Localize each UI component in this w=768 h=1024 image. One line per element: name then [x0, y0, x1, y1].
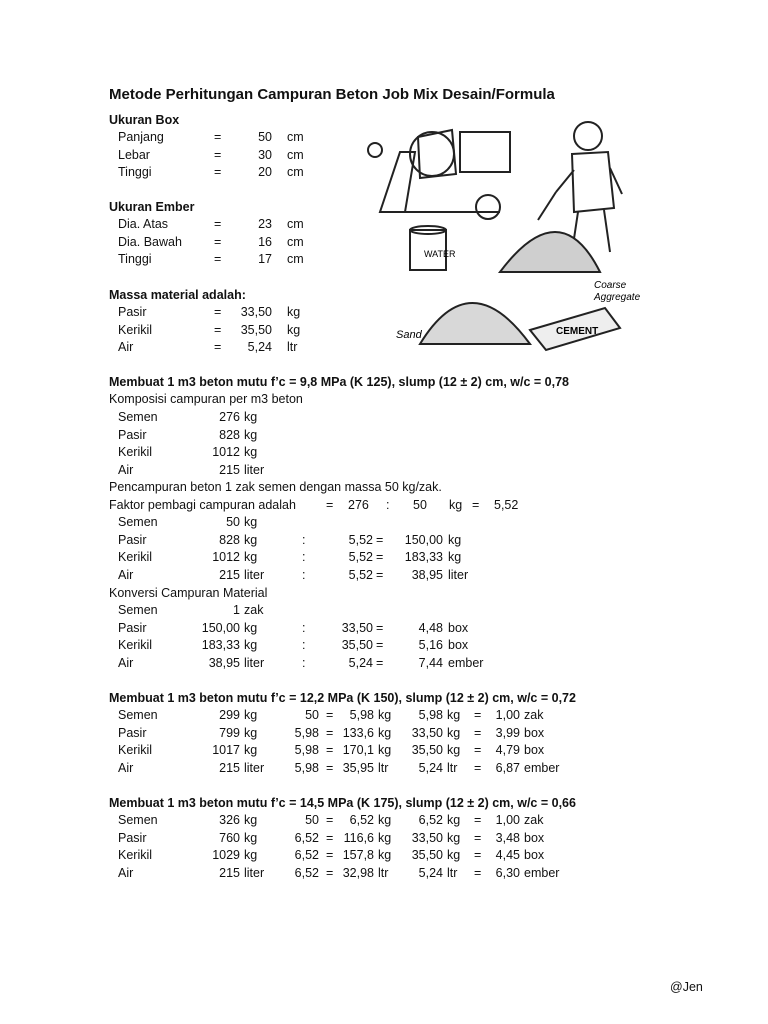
row-mass-unit: kg: [447, 743, 461, 757]
row-mass: 35,50: [411, 743, 443, 757]
row-factor: 5,98: [294, 760, 319, 775]
row-equals: =: [474, 848, 482, 862]
row-result-unit: ember: [448, 655, 484, 670]
row-unit: kg: [244, 638, 258, 652]
k125-heading: Membuat 1 m3 beton mutu f’c = 9,8 MPa (K 125), slump (12 ± 2) cm, w/c = 0,78: [109, 375, 570, 389]
row-final: 4,45: [495, 848, 520, 862]
row-unit: cm: [287, 147, 304, 162]
row-unit: liter: [244, 865, 265, 880]
row-result: 116,6: [343, 830, 374, 845]
row-label: Pasir: [118, 305, 147, 319]
row-divisor: 33,50: [341, 620, 373, 635]
row-label: Pasir: [118, 725, 147, 740]
row-value: 299: [219, 708, 240, 722]
row-equals: =: [376, 567, 384, 582]
row-equals: =: [474, 813, 482, 827]
row-unit: kg: [244, 427, 258, 442]
row-final-unit: zak: [524, 708, 544, 722]
row-result: 6,52: [349, 813, 374, 827]
row-equals: =: [326, 830, 334, 845]
row-factor: 6,52: [294, 865, 319, 880]
row-equals: =: [214, 322, 222, 337]
row-result-unit: kg: [378, 725, 392, 740]
row-unit: kg: [244, 830, 258, 845]
row-unit: liter: [244, 655, 265, 670]
row-value: 215: [219, 760, 240, 775]
row-final-unit: box: [524, 743, 545, 757]
row-equals: =: [326, 848, 334, 862]
faktor-b: 50: [413, 498, 427, 512]
row-equals: =: [474, 830, 482, 845]
row-equals: =: [214, 217, 222, 231]
row-mass-unit: ltr: [447, 760, 458, 775]
row-label: Tinggi: [118, 165, 152, 179]
illustration-sand-label: Sand: [396, 329, 422, 341]
row-final: 3,48: [495, 830, 520, 845]
row-mass-unit: ltr: [447, 865, 458, 880]
row-unit: kg: [244, 620, 258, 635]
row-equals: =: [214, 165, 222, 179]
row-final: 6,30: [495, 865, 520, 880]
faktor-colon: :: [386, 498, 390, 512]
row-colon: :: [302, 532, 306, 547]
row-final-unit: ember: [524, 865, 560, 880]
row-label: Air: [118, 655, 134, 670]
concrete-mixing-illustration: [360, 112, 660, 352]
row-equals: =: [214, 340, 222, 354]
row-value: 828: [219, 532, 240, 547]
row-colon: :: [302, 638, 306, 652]
row-result-unit: kg: [378, 708, 392, 722]
row-final-unit: zak: [524, 813, 544, 827]
row-value: 215: [219, 567, 240, 582]
row-result-unit: kg: [448, 550, 462, 564]
row-unit: kg: [244, 550, 258, 564]
row-factor: 6,52: [294, 848, 319, 862]
row-value: 20: [258, 165, 272, 179]
row-label: Kerikil: [118, 848, 153, 862]
row-result: 133,6: [342, 725, 374, 740]
row-equals: =: [214, 234, 222, 249]
row-unit: cm: [287, 234, 304, 249]
k175-heading: Membuat 1 m3 beton mutu f’c = 14,5 MPa (K 175), slump (12 ± 2) cm, w/c = 0,66: [109, 796, 576, 810]
row-label: Kerikil: [118, 445, 153, 459]
page-title: Metode Perhitungan Campuran Beton Job Mix Desain/Formula: [109, 86, 555, 103]
row-label: Air: [118, 760, 134, 775]
row-result-unit: kg: [448, 532, 462, 547]
row-result-unit: kg: [378, 743, 392, 757]
row-unit: kg: [244, 743, 258, 757]
row-value: 5,24: [247, 340, 272, 354]
row-mass-unit: kg: [447, 830, 461, 845]
row-label: Kerikil: [118, 550, 153, 564]
row-unit: kg: [244, 708, 258, 722]
row-result: 4,48: [418, 620, 443, 635]
row-value: 33,50: [240, 305, 272, 319]
illustration-water-label: WATER: [424, 249, 456, 259]
row-label: Semen: [118, 603, 158, 617]
row-label: Panjang: [118, 130, 164, 144]
row-unit: kg: [244, 515, 258, 529]
row-mass-unit: kg: [447, 708, 461, 722]
row-value: 38,95: [208, 655, 240, 670]
row-value: 183,33: [201, 638, 240, 652]
faktor-eq: =: [326, 498, 334, 512]
row-value: 276: [219, 410, 240, 424]
row-value: 215: [219, 865, 240, 880]
row-final-unit: box: [524, 725, 545, 740]
row-value: 1017: [212, 743, 240, 757]
k150-heading: Membuat 1 m3 beton mutu f’c = 12,2 MPa (K 150), slump (12 ± 2) cm, w/c = 0,72: [109, 691, 576, 705]
row-unit: kg: [244, 813, 258, 827]
row-factor: 5,98: [294, 725, 319, 740]
row-unit: cm: [287, 130, 304, 144]
row-value: 30: [258, 147, 272, 162]
row-final: 1,00: [495, 708, 520, 722]
komposisi-heading: Komposisi campuran per m3 beton: [109, 392, 303, 406]
row-divisor: 5,52: [348, 550, 373, 564]
row-equals: =: [474, 760, 482, 775]
row-label: Pasir: [118, 620, 147, 635]
row-equals: =: [326, 725, 334, 740]
row-final: 3,99: [495, 725, 520, 740]
row-value: 17: [258, 252, 272, 266]
row-result: 150,00: [404, 532, 443, 547]
massa-heading: Massa material adalah:: [109, 288, 246, 302]
row-mass: 5,98: [418, 708, 443, 722]
row-label: Pasir: [118, 532, 147, 547]
row-equals: =: [474, 865, 482, 880]
row-mass: 5,24: [418, 760, 443, 775]
row-final-unit: box: [524, 848, 545, 862]
row-label: Pasir: [118, 427, 147, 442]
row-label: Semen: [118, 410, 158, 424]
row-colon: :: [302, 550, 306, 564]
row-value: 35,50: [240, 322, 272, 337]
row-value: 23: [258, 217, 272, 231]
ukuran-ember-heading: Ukuran Ember: [109, 200, 195, 214]
row-label: Semen: [118, 813, 158, 827]
row-label: Dia. Atas: [118, 217, 169, 231]
row-label: Kerikil: [118, 638, 153, 652]
row-mass-unit: kg: [447, 725, 461, 740]
row-label: Air: [118, 865, 134, 880]
row-label: Pasir: [118, 830, 147, 845]
row-mass-unit: kg: [447, 813, 461, 827]
row-equals: =: [474, 743, 482, 757]
row-result-unit: box: [448, 638, 469, 652]
row-label: Lebar: [118, 147, 150, 162]
row-final-unit: box: [524, 830, 545, 845]
row-final: 1,00: [495, 813, 520, 827]
ukuran-box-heading: Ukuran Box: [109, 113, 180, 127]
row-unit: zak: [244, 603, 264, 617]
row-unit: liter: [244, 567, 265, 582]
row-unit: cm: [287, 165, 304, 179]
row-divisor: 5,52: [348, 567, 373, 582]
faktor-label: Faktor pembagi campuran adalah: [109, 498, 296, 512]
row-unit: cm: [287, 217, 304, 231]
row-result: 157,8: [342, 848, 374, 862]
row-final-unit: ember: [524, 760, 560, 775]
row-value: 1012: [212, 550, 240, 564]
footer-credit: @Jen: [670, 980, 703, 994]
row-value: 828: [219, 427, 240, 442]
row-value: 150,00: [201, 620, 240, 635]
row-result-unit: kg: [378, 848, 392, 862]
row-unit: kg: [244, 445, 258, 459]
faktor-result: 5,52: [494, 498, 519, 512]
row-unit: kg: [244, 848, 258, 862]
row-mass: 33,50: [411, 830, 443, 845]
pencampuran-text: Pencampuran beton 1 zak semen dengan massa 50 kg/zak.: [109, 480, 442, 494]
row-equals: =: [326, 865, 334, 880]
faktor-a: 276: [348, 498, 369, 512]
row-value: 50: [258, 130, 272, 144]
row-factor: 6,52: [294, 830, 319, 845]
row-result: 170,1: [342, 743, 374, 757]
row-result-unit: box: [448, 620, 469, 635]
row-label: Air: [118, 462, 134, 477]
row-result-unit: ltr: [378, 760, 389, 775]
illustration-aggregate-label: Aggregate: [594, 292, 641, 303]
row-value: 760: [219, 830, 240, 845]
row-equals: =: [474, 708, 482, 722]
row-label: Kerikil: [118, 322, 153, 337]
row-result-unit: kg: [378, 830, 392, 845]
row-value: 326: [219, 813, 240, 827]
row-label: Tinggi: [118, 252, 152, 266]
row-value: 1012: [212, 445, 240, 459]
faktor-eq2: =: [472, 498, 480, 512]
row-result-unit: kg: [378, 813, 392, 827]
row-unit: kg: [244, 532, 258, 547]
row-final: 6,87: [495, 760, 520, 775]
row-equals: =: [376, 620, 384, 635]
row-equals: =: [214, 147, 222, 162]
row-mass: 35,50: [411, 848, 443, 862]
row-factor: 50: [305, 708, 319, 722]
row-result: 5,16: [418, 638, 443, 652]
row-result: 5,98: [349, 708, 374, 722]
row-value: 50: [226, 515, 240, 529]
row-equals: =: [326, 708, 334, 722]
row-equals: =: [474, 725, 482, 740]
row-value: 16: [258, 234, 272, 249]
row-unit: kg: [287, 305, 301, 319]
row-value: 1: [233, 603, 240, 617]
row-colon: :: [302, 620, 306, 635]
row-label: Air: [118, 567, 134, 582]
row-mass: 6,52: [418, 813, 443, 827]
row-mass: 33,50: [411, 725, 443, 740]
row-divisor: 5,52: [348, 532, 373, 547]
row-equals: =: [376, 655, 384, 670]
row-label: Dia. Bawah: [118, 234, 182, 249]
row-unit: cm: [287, 252, 304, 266]
row-unit: kg: [287, 322, 301, 337]
row-result: 38,95: [411, 567, 443, 582]
row-divisor: 5,24: [348, 655, 373, 670]
row-equals: =: [214, 252, 222, 266]
row-result: 7,44: [418, 655, 443, 670]
row-equals: =: [376, 638, 384, 652]
row-value: 215: [219, 462, 240, 477]
row-factor: 5,98: [294, 743, 319, 757]
row-equals: =: [376, 532, 384, 547]
illustration-coarse-label: Coarse: [594, 280, 627, 291]
row-result: 183,33: [404, 550, 443, 564]
row-label: Air: [118, 340, 134, 354]
row-unit: kg: [244, 725, 258, 740]
row-equals: =: [214, 305, 222, 319]
row-value: 799: [219, 725, 240, 740]
row-divisor: 35,50: [341, 638, 373, 652]
row-result: 35,95: [342, 760, 374, 775]
faktor-unit: kg: [449, 498, 463, 512]
row-unit: ltr: [287, 340, 298, 354]
row-colon: :: [302, 655, 306, 670]
row-equals: =: [376, 550, 384, 564]
row-unit: liter: [244, 462, 265, 477]
row-label: Kerikil: [118, 743, 153, 757]
row-result: 32,98: [342, 865, 374, 880]
row-equals: =: [214, 130, 222, 144]
row-result-unit: liter: [448, 567, 469, 582]
illustration-cement-label: CEMENT: [556, 326, 599, 337]
konversi-heading: Konversi Campuran Material: [109, 586, 268, 600]
row-equals: =: [326, 743, 334, 757]
row-unit: kg: [244, 410, 258, 424]
row-unit: liter: [244, 760, 265, 775]
row-equals: =: [326, 813, 334, 827]
row-result-unit: ltr: [378, 865, 389, 880]
row-mass-unit: kg: [447, 848, 461, 862]
row-label: Semen: [118, 708, 158, 722]
row-mass: 5,24: [418, 865, 443, 880]
row-colon: :: [302, 567, 306, 582]
row-final: 4,79: [495, 743, 520, 757]
row-factor: 50: [305, 813, 319, 827]
row-label: Semen: [118, 515, 158, 529]
row-value: 1029: [212, 848, 240, 862]
row-equals: =: [326, 760, 334, 775]
